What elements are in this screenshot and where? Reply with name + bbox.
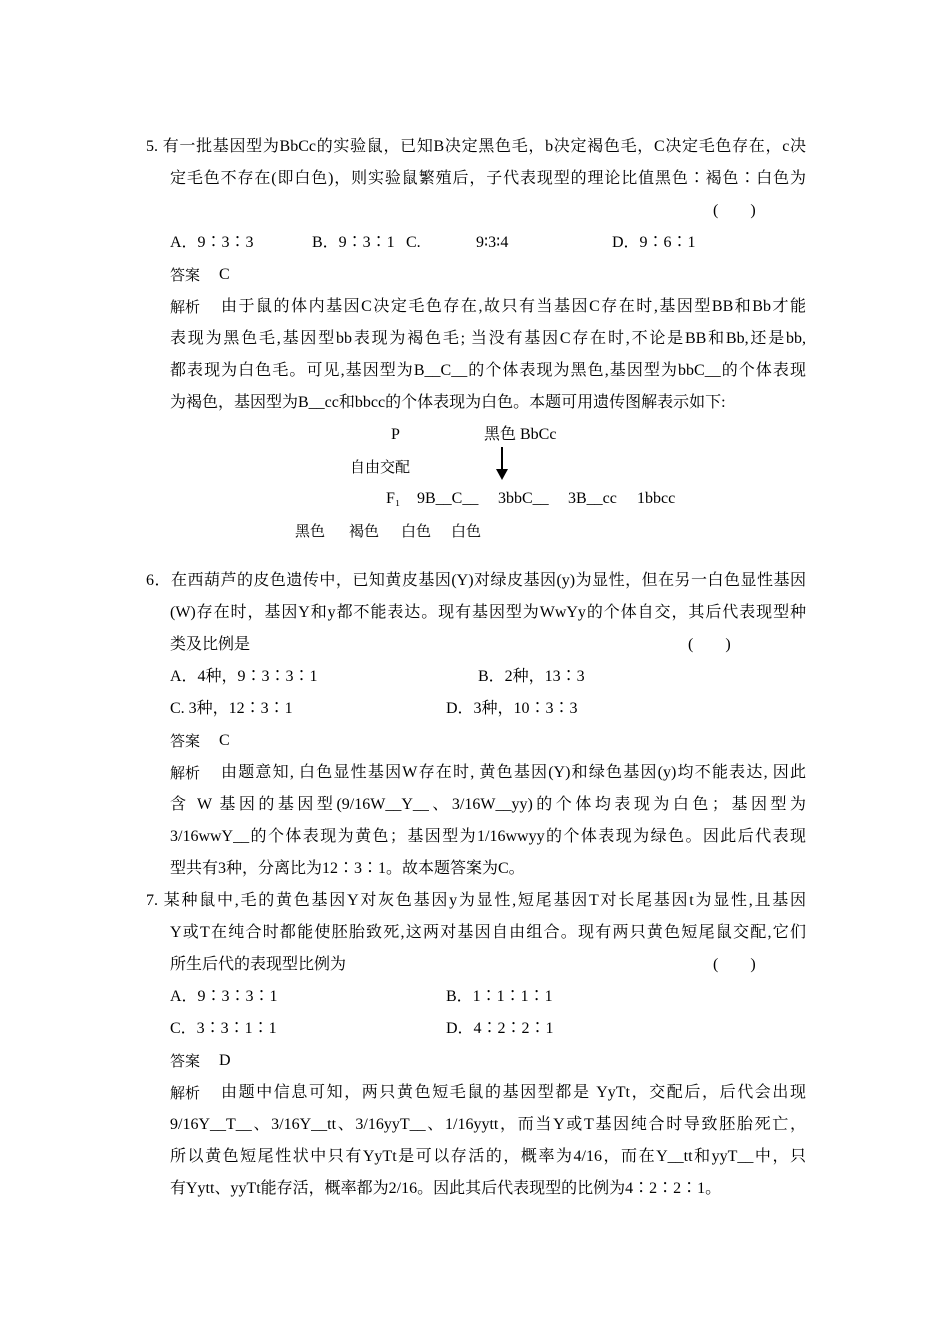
question-6-option-b: B．2种，13∶3: [478, 668, 585, 685]
question-7-stem-line-3: 所生后代的表现型比例为: [170, 956, 347, 973]
question-7-analysis-line-1: 由题中信息可知，两只黄色短毛鼠的基因型都是 YyTt，交配后，后代会出现: [221, 1084, 806, 1101]
diagram-cross-label: 自由交配: [350, 458, 411, 476]
question-7-answer-parentheses: ( ): [713, 956, 756, 973]
question-5-stem-line-2: 定毛色不存在(即白色)，则实验鼠繁殖后，子代表现型的理论比值黑色∶褐色∶白色为: [170, 170, 806, 187]
question-5-analysis-line-4: 为褐色，基因型为B__cc和bbcc的个体表现为白色。本题可用遗传图解表示如下:: [170, 394, 726, 411]
diagram-parent: 黑色 BbCc: [484, 426, 557, 443]
question-5-answer-label: 答案: [170, 266, 201, 284]
diagram-arrow-icon: [501, 447, 503, 471]
question-7-analysis-line-4: 有Yytt、yyTt能存活，概率都为2/16。因此其后代表现型的比例为4∶2∶2∶1。: [170, 1180, 722, 1197]
question-6-analysis-line-1: 由题意知, 白色显性基因W存在时, 黄色基因(Y)和绿色基因(y)均不能表达, 因此: [221, 764, 806, 781]
question-7-analysis-line-3: 所以黄色短尾性状中只有YyTt是可以存活的，概率为4/16，而在Y__tt和yyT__中，只: [170, 1148, 806, 1165]
question-6-stem-line-1: 6．在西葫芦的皮色遗传中，已知黄皮基因(Y)对绿皮基因(y)为显性，但在另一白色显性基因: [146, 572, 806, 589]
diagram-phenotype-3: 白色: [401, 522, 432, 540]
question-7-analysis-line-2: 9/16Y__T__、3/16Y__tt、3/16yyT__、1/16yytt，而当Y或T基因纯合时导致胚胎死亡，: [170, 1116, 806, 1133]
question-5-analysis-line-1: 由于鼠的体内基因C决定毛色存在,故只有当基因C存在时,基因型BB和Bb才能: [221, 298, 806, 315]
question-6-answer-label: 答案: [170, 732, 201, 750]
question-7-stem-line-2: Y或T在纯合时都能使胚胎致死,这两对基因自由组合。现有两只黄色短尾鼠交配,它们: [170, 924, 806, 941]
diagram-f1-label: F₁: [386, 490, 401, 507]
diagram-genotype-3: 3B__cc: [568, 490, 617, 507]
question-6-stem-line-2: (W)存在时，基因Y和y都不能表达。现有基因型为WwYy的个体自交，其后代表现型种: [170, 604, 806, 621]
diagram-phenotype-2: 褐色: [349, 522, 380, 540]
question-7-option-c: C．3∶3∶1∶1: [170, 1020, 277, 1037]
question-6-stem-line-3: 类及比例是: [170, 636, 251, 653]
question-5-answer-value: C: [219, 266, 230, 283]
question-7-answer-value: D: [219, 1052, 231, 1069]
question-6-answer-parentheses: ( ): [688, 636, 731, 653]
diagram-genotype-1: 9B__C__: [417, 490, 479, 507]
question-6-option-a: A．4种，9∶3∶3∶1: [170, 668, 318, 685]
diagram-genotype-2: 3bbC__: [498, 490, 549, 507]
question-7-option-b: B．1∶1∶1∶1: [446, 988, 553, 1005]
question-5-option-c-value: 9∶3∶4: [476, 234, 509, 251]
diagram-phenotype-4: 白色: [451, 522, 482, 540]
question-6-analysis-label: 解析: [170, 764, 201, 782]
question-5-answer-parentheses: ( ): [713, 202, 756, 219]
question-5-analysis-label: 解析: [170, 298, 201, 316]
question-5-stem-line-1: 5. 有一批基因型为BbCc的实验鼠，已知B决定黑色毛，b决定褐色毛，C决定毛色存在，c决: [146, 138, 806, 155]
question-5-analysis-line-3: 都表现为白色毛。可见,基因型为B__C__的个体表现为黑色,基因型为bbC__的个体表现: [170, 362, 806, 379]
question-5-option-a: A．9∶3∶3: [170, 234, 254, 251]
question-7-analysis-label: 解析: [170, 1084, 201, 1102]
question-7-stem-line-1: 7. 某种鼠中,毛的黄色基因Y对灰色基因y为显性,短尾基因T对长尾基因t为显性,且基因: [146, 892, 806, 909]
question-6-analysis-line-4: 型共有3种，分离比为12∶3∶1。故本题答案为C。: [170, 860, 525, 877]
question-5-option-d: D．9∶6∶1: [612, 234, 696, 251]
question-6-answer-value: C: [219, 732, 230, 749]
diagram-genotype-4: 1bbcc: [637, 490, 676, 507]
question-6-option-c: C. 3种，12∶3∶1: [170, 700, 293, 717]
question-6-analysis-line-3: 3/16wwY__的个体表现为黄色；基因型为1/16wwyy的个体表现为绿色。因此后代表现: [170, 828, 806, 845]
question-7-option-a: A．9∶3∶3∶1: [170, 988, 278, 1005]
question-5-option-b: B．9∶3∶1: [312, 234, 395, 251]
question-5-analysis-line-2: 表现为黑色毛,基因型bb表现为褐色毛; 当没有基因C存在时,不论是BB和Bb,还是bb,: [170, 330, 806, 347]
diagram-p-label: P: [391, 426, 400, 443]
question-7-option-d: D．4∶2∶2∶1: [446, 1020, 554, 1037]
diagram-phenotype-1: 黑色: [295, 522, 326, 540]
question-6-analysis-line-2: 含 W 基因的基因型(9/16W__Y__、3/16W__yy)的个体均表现为白色；基因型为: [170, 796, 806, 813]
diagram-arrowhead-icon: [496, 469, 508, 480]
question-6-option-d: D．3种，10∶3∶3: [446, 700, 578, 717]
question-7-answer-label: 答案: [170, 1052, 201, 1070]
question-5-option-c-label: C.: [406, 234, 421, 251]
